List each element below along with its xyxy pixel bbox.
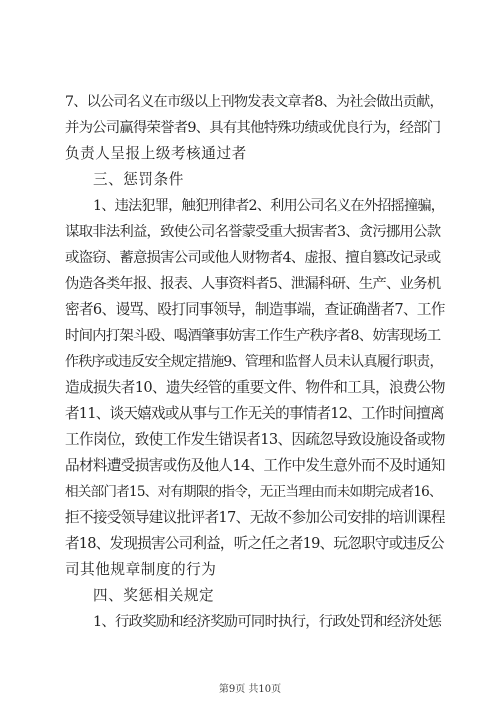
text-line: 伪造各类年报、报表、人事资料者5、泄漏科研、生产、业务机 [65, 276, 441, 292]
text-line: 造成损失者10、遗失经管的重要文件、物件和工具，浪费公物 [65, 379, 445, 396]
text-line: 拒不接受领导建议批评者17、无故不参加公司安排的培训课程 [65, 509, 445, 526]
text-line: 密者6、谩骂、殴打同事领导，制造事端，查证确凿者7、工作 [65, 301, 445, 318]
text-line: 时间内打架斗殴、喝酒肇事妨害工作生产秩序者8、妨害现场工 [65, 328, 441, 344]
section-heading: 三、惩罚条件 [93, 171, 184, 188]
text-line: 者11、谈天嬉戏或从事与工作无关的事情者12、工作时间擅离 [65, 405, 444, 422]
text-line: 1、违法犯罪，触犯刑律者2、利用公司名义在外招摇撞骗， [93, 198, 445, 214]
text-line: 品材料遭受损害或伤及他人14、工作中发生意外而不及时通知 [65, 457, 445, 474]
text-line: 者18、发现损害公司利益，听之任之者19、玩忽职守或违反公 [65, 535, 444, 552]
text-line: 并为公司赢得荣誉者9、具有其他特殊功绩或优良行为，经部门 [65, 120, 441, 136]
text-line: 1、行政奖励和经济奖励可同时执行，行政处罚和经济处惩 [93, 614, 442, 630]
text-line: 负责人呈报上级考核通过者 [65, 145, 247, 162]
section-heading: 四、奖惩相关规定 [93, 587, 215, 604]
text-line: 司其他规章制度的行为 [65, 561, 217, 578]
text-line: 谋取非法利益，致使公司名誉蒙受重大损害者3、贪污挪用公款 [65, 224, 441, 240]
text-line: 作秩序或违反安全规定措施9、管理和监督人员未认真履行职责， [65, 354, 443, 370]
text-line: 工作岗位，致使工作发生错误者13、因疏忽导致设施设备或物 [65, 431, 445, 448]
page-footer: 第9页 共10页 [218, 684, 282, 695]
text-line: 或盗窃、蓄意损害公司或他人财物者4、虚报、擅自篡改记录或 [65, 250, 441, 266]
text-line: 7、以公司名义在市级以上刊物发表文章者8、为社会做出贡献， [65, 94, 443, 110]
text-line: 相关部门者15、对有期限的指令，无正当理由而未如期完成者16、 [65, 484, 442, 500]
